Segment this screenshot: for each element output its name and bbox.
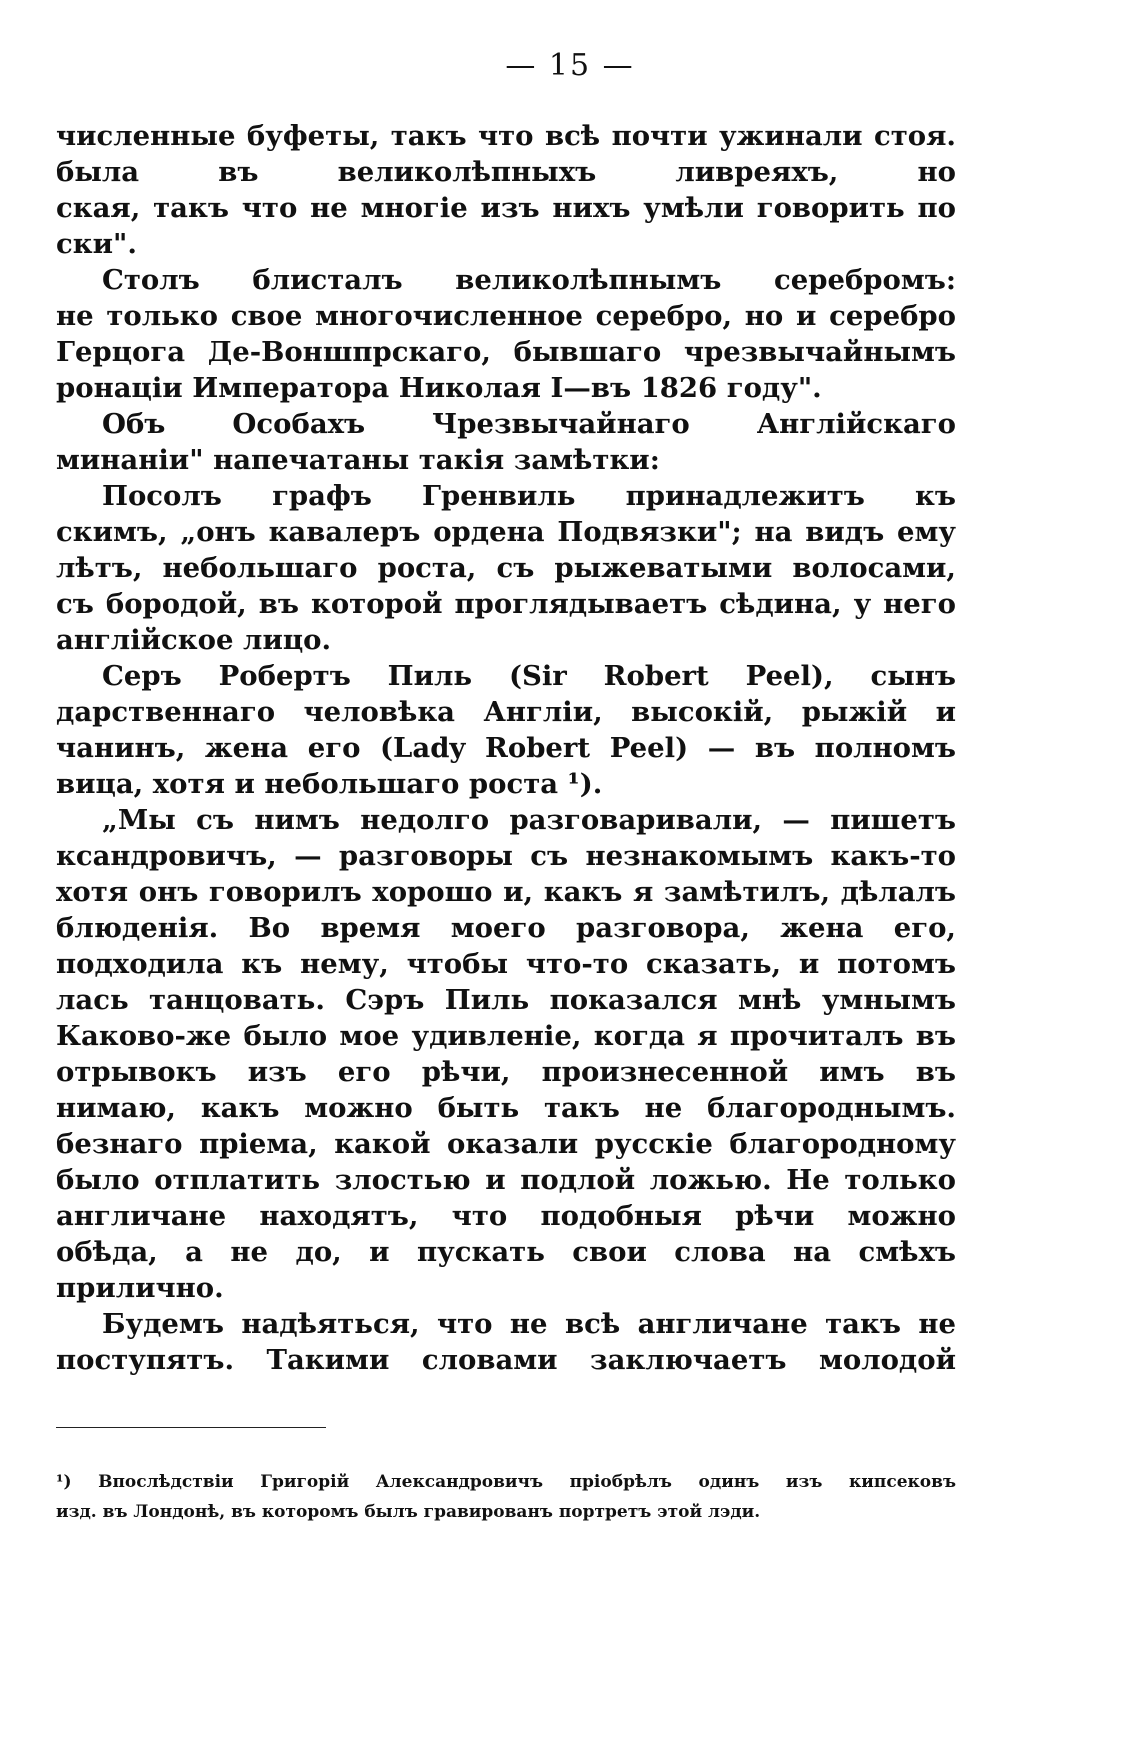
text-line: скимъ, „онъ кавалеръ ордена Подвязки"; на видъ ему xyxy=(56,516,956,548)
text-line: поступятъ. Такими словами заключаетъ молодой xyxy=(56,1344,956,1376)
text-line: дарственнаго человѣка Англiи, высокiй, рыжiй и xyxy=(56,696,956,728)
text-line: минанiи" напечатаны такiя замѣтки: xyxy=(56,444,660,476)
paragraph-6 xyxy=(56,802,956,1306)
text-line: ски". xyxy=(56,228,137,260)
text-line: хотя онъ говорилъ хорошо и, какъ я замѣтилъ, дѣлалъ xyxy=(56,876,956,908)
paragraph-1 xyxy=(56,118,956,262)
text-line: обѣда, а не до, и пускать свои слова на смѣхъ xyxy=(56,1236,956,1268)
text-line: ронацiи Императора Николая I—въ 1826 году". xyxy=(56,372,822,404)
footnote xyxy=(56,1467,956,1527)
text-line: чанинъ, жена его (Lady Robert Peel) — въ полномъ xyxy=(56,732,956,764)
text-line: англичане находятъ, что подобныя рѣчи можно xyxy=(56,1200,956,1232)
text-line: нимаю, какъ можно быть такъ не благороднымъ. xyxy=(56,1092,956,1124)
paragraph-5 xyxy=(56,658,956,802)
text-line: Объ Особахъ Чрезвычайнаго Англiйскаго xyxy=(102,408,956,440)
text-line: Серъ Робертъ Пиль (Sir Robert Peel), сынъ xyxy=(102,660,956,692)
text-line: вица, хотя и небольшаго роста ¹). xyxy=(56,768,603,800)
footnote-line: ¹) Впослѣдствiи Григорiй Александровичъ прiобрѣлъ одинъ изъ кипсековъ xyxy=(56,1472,956,1492)
text-line: подходила къ нему, чтобы что-то сказать, и потомъ xyxy=(56,948,956,980)
text-line: „Мы съ нимъ недолго разговаривали, — пишетъ xyxy=(102,804,956,836)
text-line: лась танцовать. Сэръ Пиль показался мнѣ умнымъ xyxy=(56,984,956,1016)
paragraph-2 xyxy=(56,262,956,406)
page-number: — 15 — xyxy=(505,48,635,83)
text-line: было отплатить злостью и подлой ложью. Не только xyxy=(56,1164,956,1196)
text-line: безнаго прiема, какой оказали русскiе благородному xyxy=(56,1128,956,1160)
text-line: Столъ блисталъ великолѣпнымъ серебромъ: xyxy=(102,264,956,296)
text-line: ксандровичъ, — разговоры съ незнакомымъ какъ-то xyxy=(56,840,956,872)
text-line: Герцога Де-Воншпрскаго, бывшаго чрезвычайнымъ xyxy=(56,336,956,368)
paragraph-3 xyxy=(56,406,956,478)
body-text xyxy=(56,118,956,1378)
text-line: англiйское лицо. xyxy=(56,624,332,656)
paragraph-7 xyxy=(56,1306,956,1378)
text-line: не только свое многочисленное серебро, но и серебро xyxy=(56,300,956,332)
text-line: блюденiя. Во время моего разговора, жена его, xyxy=(56,912,956,944)
text-line: отрывокъ изъ его рѣчи, произнесенной имъ въ xyxy=(56,1056,956,1088)
text-line: численные буфеты, такъ что всѣ почти ужинали стоя. xyxy=(56,120,956,152)
text-line: Посолъ графъ Гренвиль принадлежитъ къ xyxy=(102,480,956,512)
text-line: прилично. xyxy=(56,1272,224,1304)
paragraph-4 xyxy=(56,478,956,658)
text-line: лѣтъ, небольшаго роста, съ рыжеватыми волосами, xyxy=(56,552,956,584)
text-line: ская, такъ что не многiе изъ нихъ умѣли говорить по xyxy=(56,192,956,224)
text-line: Будемъ надѣяться, что не всѣ англичане такъ не xyxy=(102,1308,956,1340)
text-line: была въ великолѣпныхъ ливреяхъ, но xyxy=(56,156,956,188)
text-line: съ бородой, въ которой проглядываетъ сѣдина, у него xyxy=(56,588,956,620)
footnote-rule xyxy=(56,1427,326,1428)
footnote-line: изд. въ Лондонѣ, въ которомъ былъ гравированъ портретъ этой лэди. xyxy=(56,1502,761,1522)
text-line: Каково-же было мое удивленiе, когда я прочиталъ въ xyxy=(56,1020,956,1052)
